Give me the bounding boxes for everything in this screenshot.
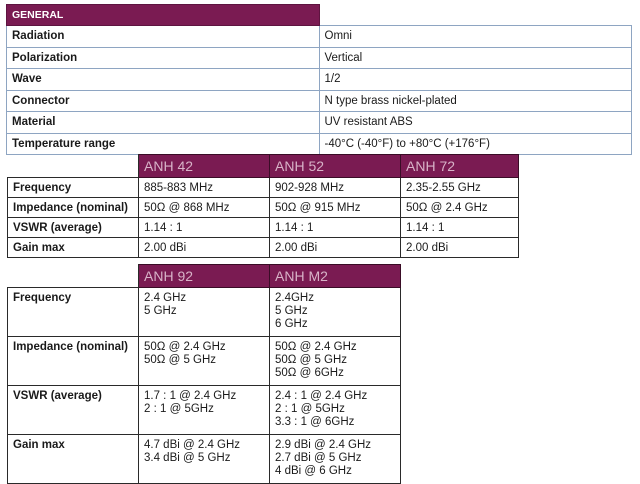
cell-line: 50Ω @ 6GHz	[275, 367, 344, 379]
table-cell: 885-883 MHz	[139, 178, 270, 198]
cell-line: 2.9 dBi @ 2.4 GHz	[275, 439, 372, 451]
cell-line: 2.7 dBi @ 5 GHz	[275, 452, 362, 464]
table-cell	[270, 386, 401, 435]
wave-label: Wave	[7, 69, 320, 91]
temperature-value: -40°C (-40°F) to +80°C (+176°F)	[319, 133, 632, 155]
models-header-row	[8, 265, 401, 288]
table-cell: 2.00 dBi	[270, 238, 401, 258]
table-row	[8, 218, 519, 238]
table-row	[8, 435, 401, 484]
table-cell: 50Ω @ 915 MHz	[270, 198, 401, 218]
table-cell: 1.14 : 1	[401, 218, 519, 238]
table-cell	[270, 337, 401, 386]
table-cell	[139, 386, 270, 435]
table-cell: 50Ω @ 868 MHz	[139, 198, 270, 218]
model-header-anh52: ANH 52	[270, 155, 401, 178]
temperature-label: Temperature range	[7, 133, 320, 155]
table-cell: 902-928 MHz	[270, 178, 401, 198]
model-header-anhm2: ANH M2	[270, 265, 401, 288]
cell-line: 50Ω @ 5 GHz	[275, 354, 348, 366]
material-value: UV resistant ABS	[319, 112, 632, 134]
table-cell	[270, 435, 401, 484]
table-cell	[139, 337, 270, 386]
general-header-row	[7, 5, 632, 26]
table-row	[7, 26, 632, 48]
impedance-label: Impedance (nominal)	[8, 198, 139, 218]
table-cell: 1.14 : 1	[139, 218, 270, 238]
model-header-anh72: ANH 72	[401, 155, 519, 178]
table-cell: 2.35-2.55 GHz	[401, 178, 519, 198]
table-cell	[139, 435, 270, 484]
table-row	[8, 178, 519, 198]
gain-label: Gain max	[8, 238, 139, 258]
header-corner	[8, 155, 139, 178]
cell-line: 50Ω @ 2.4 GHz	[144, 341, 226, 353]
header-corner	[8, 265, 139, 288]
table-cell	[270, 288, 401, 337]
material-label: Material	[7, 112, 320, 134]
table-row	[7, 133, 632, 155]
cell-line: 6 GHz	[275, 318, 308, 330]
table-row	[8, 386, 401, 435]
table-row	[7, 47, 632, 69]
cell-line: 3.3 : 1 @ 6GHz	[275, 416, 355, 428]
table-row	[8, 288, 401, 337]
cell-line: 2 : 1 @ 5GHz	[275, 403, 345, 415]
frequency-label: Frequency	[8, 178, 139, 198]
table-cell: 2.00 dBi	[401, 238, 519, 258]
impedance-label: Impedance (nominal)	[8, 337, 139, 386]
cell-line: 2.4 : 1 @ 2.4 GHz	[275, 390, 368, 402]
table-row	[8, 198, 519, 218]
connector-label: Connector	[7, 90, 320, 112]
cell-line: 4 dBi @ 6 GHz	[275, 465, 352, 477]
table-cell	[139, 288, 270, 337]
table-row	[8, 238, 519, 258]
cell-line: 2 : 1 @ 5GHz	[144, 403, 214, 415]
cell-line: 5 GHz	[144, 305, 177, 317]
models-header-row	[8, 155, 519, 178]
models-table-2	[7, 264, 401, 484]
cell-line: 5 GHz	[275, 305, 308, 317]
general-header: GENERAL	[7, 5, 320, 26]
general-specs-table	[6, 4, 632, 155]
table-cell: 2.00 dBi	[139, 238, 270, 258]
models-table-1	[7, 154, 519, 258]
polarization-value: Vertical	[319, 47, 632, 69]
table-row	[7, 69, 632, 91]
cell-line: 1.7 : 1 @ 2.4 GHz	[144, 390, 237, 402]
table-row	[8, 337, 401, 386]
polarization-label: Polarization	[7, 47, 320, 69]
wave-value: 1/2	[319, 69, 632, 91]
model-header-anh92: ANH 92	[139, 265, 270, 288]
cell-line: 2.4 GHz	[144, 292, 187, 304]
table-row	[7, 112, 632, 134]
frequency-label: Frequency	[8, 288, 139, 337]
cell-line: 2.4GHz	[275, 292, 314, 304]
connector-value: N type brass nickel-plated	[319, 90, 632, 112]
table-cell: 50Ω @ 2.4 GHz	[401, 198, 519, 218]
vswr-label: VSWR (average)	[8, 218, 139, 238]
table-row	[7, 90, 632, 112]
header-spacer	[319, 5, 632, 26]
cell-line: 4.7 dBi @ 2.4 GHz	[144, 439, 241, 451]
cell-line: 50Ω @ 5 GHz	[144, 354, 217, 366]
cell-line: 50Ω @ 2.4 GHz	[275, 341, 357, 353]
radiation-label: Radiation	[7, 26, 320, 48]
gain-label: Gain max	[8, 435, 139, 484]
cell-line: 3.4 dBi @ 5 GHz	[144, 452, 231, 464]
table-cell: 1.14 : 1	[270, 218, 401, 238]
radiation-value: Omni	[319, 26, 632, 48]
model-header-anh42: ANH 42	[139, 155, 270, 178]
vswr-label: VSWR (average)	[8, 386, 139, 435]
